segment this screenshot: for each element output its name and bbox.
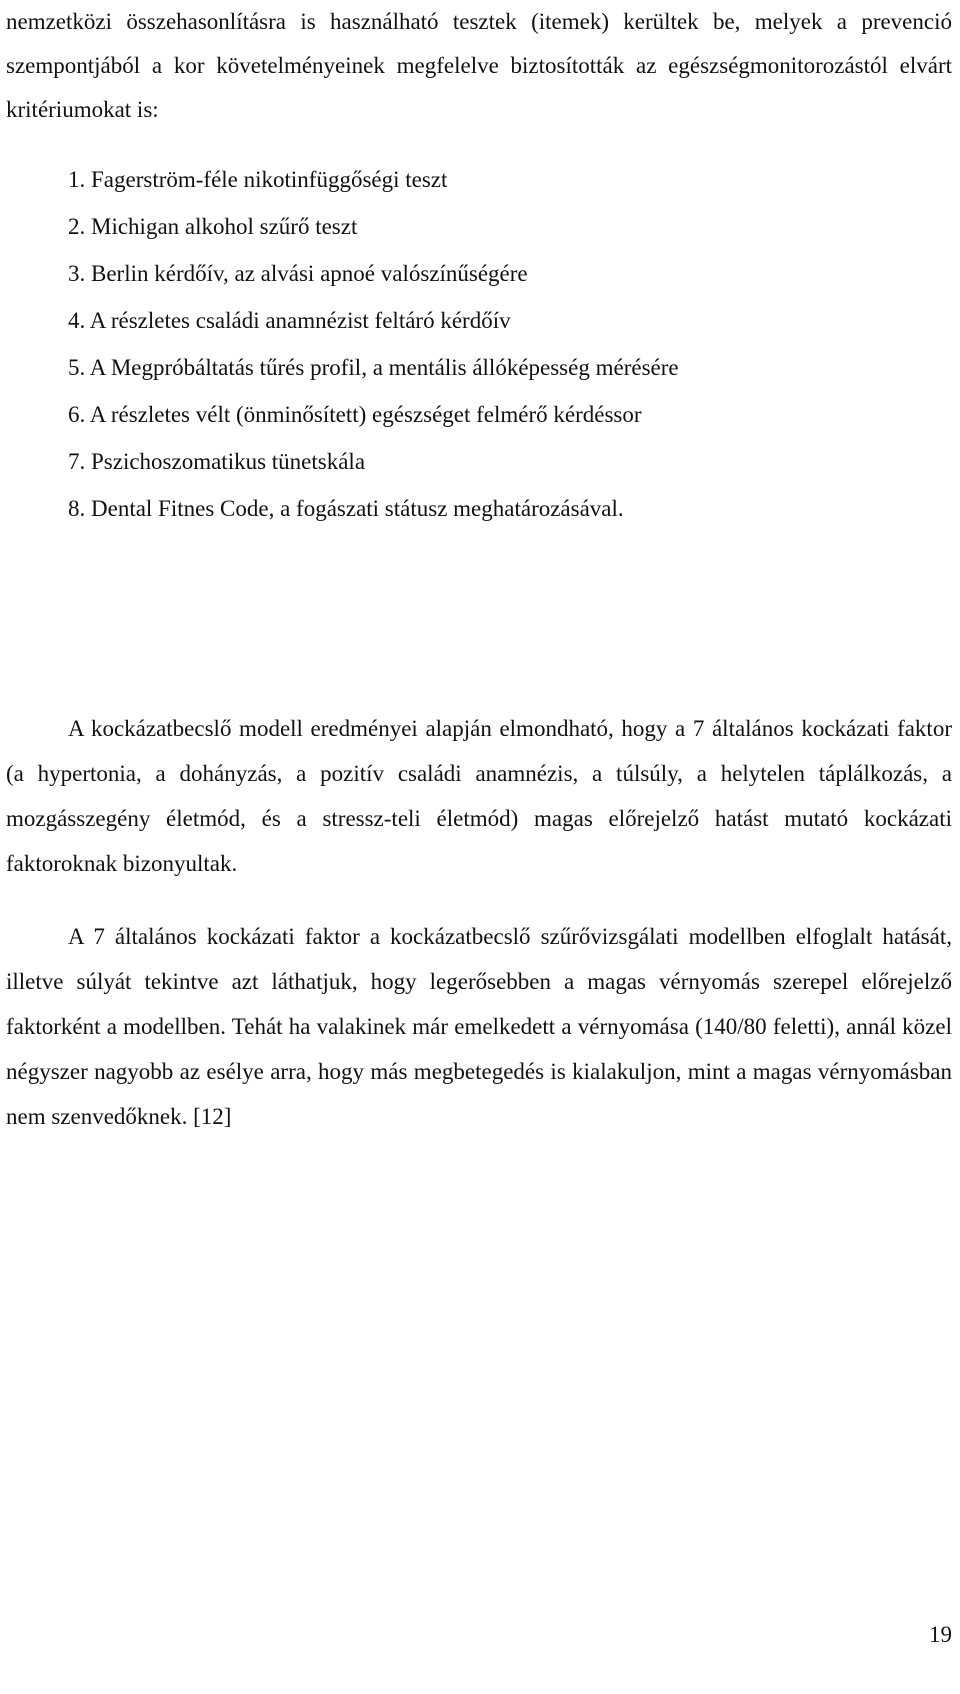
list-item: 3. Berlin kérdőív, az alvási apnoé valószínűségére [68, 261, 528, 286]
list-item: 8. Dental Fitnes Code, a fogászati státusz meghatározásával. [68, 496, 624, 521]
body-paragraph-hypertension: A 7 általános kockázati faktor a kockázatbecslő szűrővizsgálati modellben elfoglalt hatását, illetve súlyát tekintve azt láthatjuk, hogy legerősebben a magas vérnyomás szerepel előrejelző faktorként a modellben. Tehát ha valakinek már emelkedett a vérnyomása (140/80 feletti), annál közel négyszer nagyobb az esélye arra, hogy más megbetegedés is kialakuljon, mint a magas vérnyomásban nem szenvedőknek. [12] [6, 924, 952, 1129]
page-number: 19 [929, 1622, 952, 1647]
list-item: 5. A Megpróbáltatás tűrés profil, a mentális állóképesség mérésére [68, 355, 679, 380]
list-item: 1. Fagerström-féle nikotinfüggőségi teszt [68, 167, 448, 192]
list-item: 6. A részletes vélt (önminősített) egészséget felmérő kérdéssor [68, 402, 642, 427]
body-paragraph-risk-model: A kockázatbecslő modell eredményei alapján elmondható, hogy a 7 általános kockázati faktor (a hypertonia, a dohányzás, a pozitív családi anamnézis, a túlsúly, a helytelen táplálkozás, a mozgásszegény életmód, és a stressz-teli életmód) magas előrejelző hatást mutató kockázati faktoroknak bizonyultak. [6, 716, 952, 876]
intro-paragraph: nemzetközi összehasonlításra is használható tesztek (itemek) kerültek be, melyek a prevenció szempontjából a kor követelményeinek megfelelve biztosították az egészségmonitorozástól elvárt kritériumokat is: [6, 9, 952, 122]
test-list [68, 156, 679, 532]
list-item: 4. A részletes családi anamnézist feltáró kérdőív [68, 308, 511, 333]
list-item: 2. Michigan alkohol szűrő teszt [68, 214, 358, 239]
list-item: 7. Pszichoszomatikus tünetskála [68, 449, 366, 474]
